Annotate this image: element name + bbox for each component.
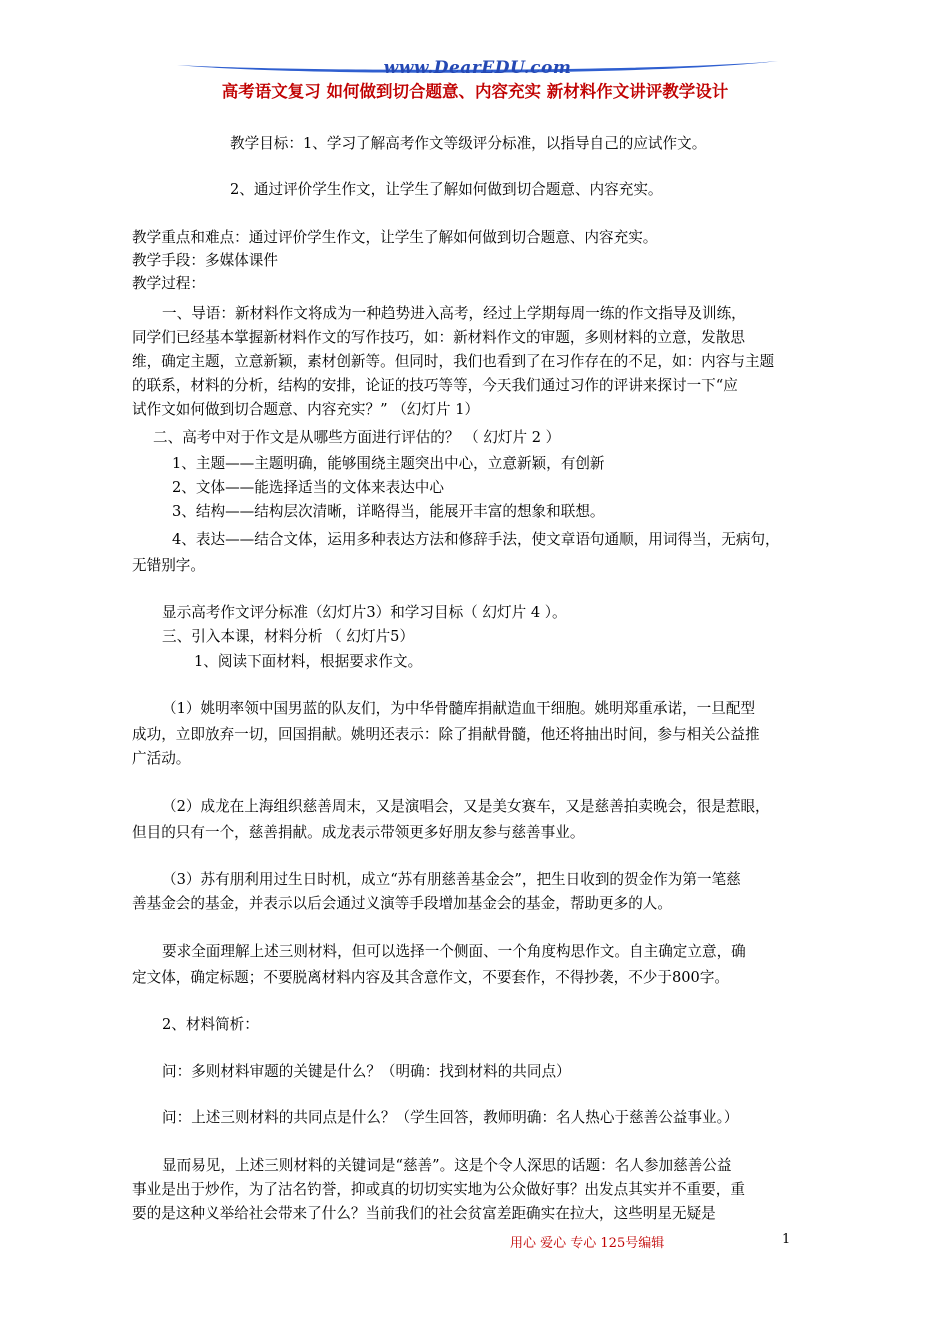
paragraph-line: 显示高考作文评分标准（幻灯片3）和学习目标（ 幻灯片 4 ）。 (162, 604, 567, 621)
paragraph-line: 问：上述三则材料的共同点是什么？（学生回答，教师明确：名人热心于慈善公益事业。） (162, 1109, 739, 1126)
paragraph-line: 教学目标：1、学习了解高考作文等级评分标准，以指导自己的应试作文。 (230, 135, 707, 152)
paragraph-line: 无错别字。 (132, 557, 205, 574)
paragraph-line: 2、通过评价学生作文，让学生了解如何做到切合题意、内容充实。 (230, 181, 663, 198)
paragraph-line: 但目的只有一个，慈善捐献。成龙表示带领更多好朋友参与慈善事业。 (132, 824, 585, 841)
paragraph-line: 教学手段：多媒体课件 (132, 252, 278, 269)
paragraph-line: 要求全面理解上述三则材料，但可以选择一个侧面、一个角度构思作文。自主确定立意，确 (162, 943, 746, 960)
paragraph-line: 试作文如何做到切合题意、内容充实？” （幻灯片 1） (132, 401, 480, 418)
paragraph-line: 显而易见，上述三则材料的关键词是“慈善”。这是个令人深思的话题：名人参加慈善公益 (162, 1157, 732, 1174)
paragraph-line: 4、表达——结合文体，运用多种表达方法和修辞手法，使文章语句通顺，用词得当，无病句， (172, 531, 780, 548)
paragraph-line: 2、材料简析： (162, 1016, 259, 1033)
paragraph-line: 问：多则材料审题的关键是什么？（明确：找到材料的共同点） (162, 1063, 571, 1080)
paragraph-line: 定文体，确定标题；不要脱离材料内容及其含意作文，不要套作，不得抄袭，不少于800字。 (132, 969, 730, 986)
paragraph-line: （2）成龙在上海组织慈善周末，又是演唱会，又是美女赛车，又是慈善拍卖晚会，很是惹眼， (162, 798, 770, 815)
paragraph-line: 善基金会的基金，并表示以后会通过义演等手段增加基金会的基金，帮助更多的人。 (132, 895, 672, 912)
paragraph-line: 教学重点和难点：通过评价学生作文，让学生了解如何做到切合题意、内容充实。 (132, 229, 658, 246)
paragraph-line: 三、引入本课，材料分析 （ 幻灯片5） (162, 628, 415, 645)
paragraph-line: 1、主题——主题明确，能够围绕主题突出中心，立意新颖，有创新 (172, 455, 605, 472)
paragraph-line: 成功，立即放弃一切，回国捐献。姚明还表示：除了捐献骨髓，他还将抽出时间，参与相关公益推 (132, 726, 760, 743)
paragraph-line: 二、高考中对于作文是从哪些方面进行评估的？ （ 幻灯片 2 ） (153, 429, 561, 446)
site-logo[interactable]: www.DearEDU.com (383, 58, 572, 78)
paragraph-line: 广活动。 (132, 750, 191, 767)
paragraph-line: 的联系，材料的分析，结构的安排，论证的技巧等等，今天我们通过习作的评讲来探讨一下“应 (132, 377, 738, 394)
paragraph-line: 1、阅读下面材料，根据要求作文。 (194, 653, 423, 670)
paragraph-line: （3）苏有朋利用过生日时机，成立“苏有朋慈善基金会”，把生日收到的贺金作为第一笔慈 (162, 871, 741, 888)
paragraph-line: 教学过程： (132, 275, 205, 292)
document-title: 高考语文复习 如何做到切合题意、内容充实 新材料作文讲评教学设计 (221, 82, 729, 101)
paragraph-line: （1）姚明率领中国男蓝的队友们，为中华骨髓库捐献造血干细胞。姚明郑重承诺，一旦配型 (162, 700, 756, 717)
paragraph-line: 要的是这种义举给社会带来了什么？当前我们的社会贫富差距确实在拉大，这些明星无疑是 (132, 1205, 716, 1222)
paragraph-line: 维，确定主题，立意新颖，素材创新等。但同时，我们也看到了在习作存在的不足，如：内容与主题 (132, 353, 775, 370)
paragraph-line: 一、导语：新材料作文将成为一种趋势进入高考，经过上学期每周一练的作文指导及训练， (162, 305, 746, 322)
paragraph-line: 2、文体——能选择适当的文体来表达中心 (172, 479, 444, 496)
paragraph-line: 同学们已经基本掌握新材料作文的写作技巧，如：新材料作文的审题，多则材料的立意，发散思 (132, 329, 745, 346)
paragraph-line: 事业是出于炒作，为了沽名钓誉，抑或真的切切实实地为公众做好事？出发点其实并不重要，重 (132, 1181, 745, 1198)
footer-text: 用心 爱心 专心 125号编辑 (510, 1236, 665, 1251)
page-number: 1 (782, 1232, 791, 1247)
paragraph-line: 3、结构——结构层次清晰，详略得当，能展开丰富的想象和联想。 (172, 503, 605, 520)
